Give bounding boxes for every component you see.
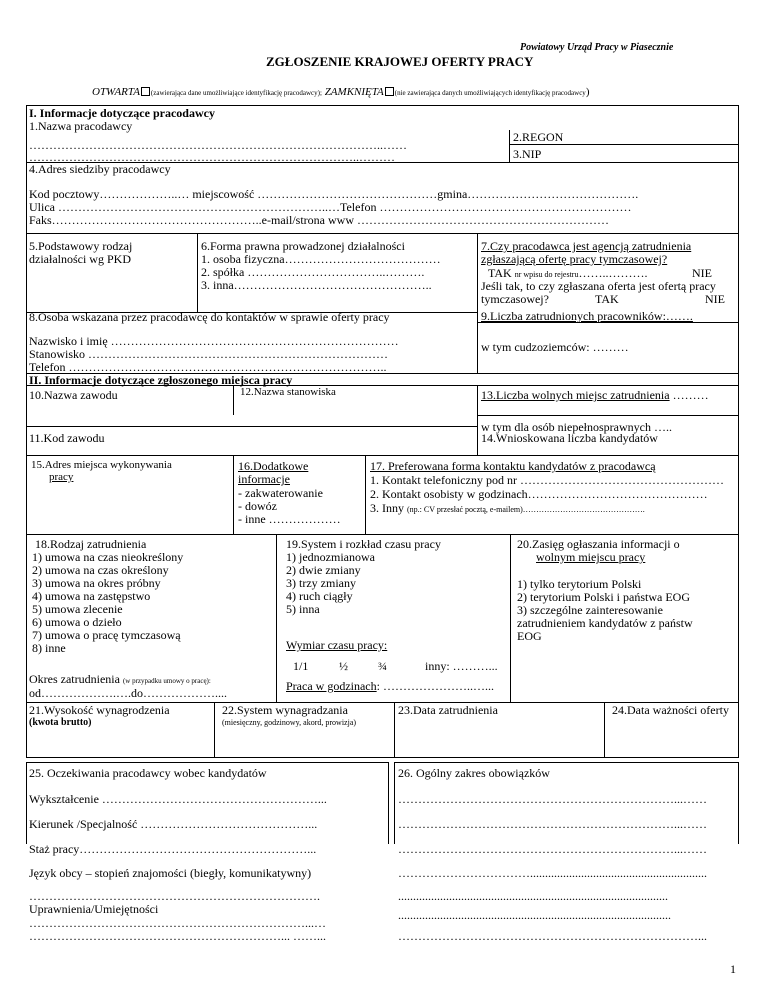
employment-type-label: 18.Rodzaj zatrudnienia	[35, 537, 147, 551]
employment-type-option[interactable]: 2) umowa na czas określony	[32, 563, 169, 577]
duties-line[interactable]: ……………………………………………………………...……	[398, 792, 707, 806]
work-schedule-option[interactable]: 1) jednozmianowa	[286, 550, 375, 564]
working-hours-dots[interactable]: : …………………..…...	[376, 679, 494, 693]
address-line-street[interactable]: Ulica …………………………………………………………..…Telefon ………………………………………………………	[29, 200, 632, 214]
employment-type-option[interactable]: 1) umowa na czas nieokreślony	[32, 550, 184, 564]
education-line[interactable]: Wykształcenie ………………………………………………...	[29, 792, 327, 806]
agency-yes[interactable]: TAK	[488, 266, 512, 280]
additional-info-item[interactable]: - zakwaterowanie	[238, 486, 323, 500]
work-schedule-option[interactable]: 4) ruch ciągły	[286, 589, 353, 603]
language-label: Język obcy – stopień znajomości (biegły, komunikatywny)	[29, 866, 312, 880]
open-label: OTWARTA	[92, 86, 140, 98]
vacancies-row[interactable]	[481, 388, 709, 402]
duties-line[interactable]: ...........................................................................................	[398, 908, 671, 922]
announcement-scope-option[interactable]: 1) tylko terytorium Polski	[517, 577, 642, 591]
working-time-other[interactable]: inny: ………...	[425, 659, 498, 673]
vacancies-label: 13.Liczba wolnych miejsc zatrudnienia	[481, 388, 670, 402]
office-name: Powiatowy Urząd Pracy w Piasecznie	[520, 42, 674, 53]
pay-system-note: (miesięczny, godzinowy, akord, prowizja)	[222, 718, 357, 727]
working-time-half[interactable]: ½	[339, 659, 348, 673]
contact-name-line[interactable]: Nazwisko i imię ………………………………………………………………	[29, 334, 399, 348]
occupation-name-label: 10.Nazwa zawodu	[29, 388, 118, 402]
salary-label: 21.Wysokość wynagrodzenia	[29, 703, 170, 717]
employment-type-option[interactable]: 3) umowa na okres próbny	[32, 576, 161, 590]
foreigners-count[interactable]: w tym cudzoziemców: ………	[481, 340, 629, 354]
employment-period-dates[interactable]: od……………….….do………………....	[29, 686, 227, 700]
hq-address-label: 4.Adres siedziby pracodawcy	[29, 162, 171, 176]
temp-offer-question-2: tymczasowej?	[481, 292, 549, 306]
agency-no[interactable]: NIE	[692, 266, 712, 280]
work-schedule-option[interactable]: 3) trzy zmiany	[286, 576, 356, 590]
nip-label: 3.NIP	[513, 147, 542, 161]
permissions-label: Uprawnienia/Umiejętności	[29, 902, 159, 916]
employment-period-row	[29, 672, 211, 686]
legal-form-option-1[interactable]: 1. osoba fizyczna…………………………………	[201, 252, 441, 266]
candidate-count-label: 14.Wnioskowana liczba kandydatów	[481, 431, 658, 445]
announcement-scope-label-2: wolnym miejscu pracy	[536, 550, 646, 564]
working-hours-row[interactable]	[286, 679, 494, 693]
section1-heading: I. Informacje dotyczące pracodawcy	[29, 106, 215, 120]
vacancies-dots[interactable]: ………	[669, 388, 709, 402]
work-address-label-1: 15.Adres miejsca wykonywania	[31, 459, 172, 471]
closed-paren: )	[585, 86, 590, 98]
offer-expiry-label: 24.Data ważności oferty	[612, 703, 729, 717]
announcement-scope-option-cont: EOG	[517, 629, 542, 643]
language-line[interactable]: ……………………………………………………………….	[29, 889, 320, 903]
working-time-label: Wymiar czasu pracy:	[286, 638, 388, 652]
contact-person-label: 8.Osoba wskazana przez pracodawcę do kontaktów w sprawie oferty pracy	[29, 310, 390, 324]
employer-name-label: 1.Nazwa pracodawcy	[29, 119, 133, 133]
contact-form-other-note[interactable]: (np.: CV przesłać pocztą, e-mailem)……………………………………….	[407, 505, 645, 514]
permissions-line[interactable]: ……………………………………………………………...…	[29, 916, 326, 930]
additional-info-label-2: informacje	[238, 472, 290, 486]
page-number: 1	[730, 962, 736, 976]
additional-info-label-1: 16.Dodatkowe	[238, 459, 309, 473]
employment-period-label: Okres zatrudnienia	[29, 672, 120, 686]
announcement-scope-option[interactable]: 2) terytorium Polski i państwa EOG	[517, 590, 690, 604]
experience-line[interactable]: Staż pracy…………………………………………………...	[29, 842, 317, 856]
closed-note: (nie zawierająca danych umożliwiających identyfikację pracodawcy	[394, 89, 586, 97]
employer-name-line2[interactable]: ………………………………………………………………………..………	[29, 150, 395, 164]
position-name-label: 12.Nazwa stanowiska	[240, 386, 336, 398]
employment-type-option[interactable]: 7) umowa o pracę tymczasową	[32, 628, 181, 642]
work-schedule-label: 19.System i rozkład czasu pracy	[286, 537, 441, 551]
contact-position-line[interactable]: Stanowisko …………………………………………………………………	[29, 347, 389, 361]
announcement-scope-option-cont: zatrudnieniem kandydatów z państw	[517, 616, 693, 630]
section2-heading: II. Informacje dotyczące zgłoszonego miejsca pracy	[29, 373, 293, 387]
legal-form-option-3[interactable]: 3. inna…………………………………………..	[201, 278, 432, 292]
employment-type-option[interactable]: 4) umowa na zastępstwo	[32, 589, 151, 603]
work-schedule-option[interactable]: 2) dwie zmiany	[286, 563, 361, 577]
contact-form-phone[interactable]: 1. Kontakt telefoniczny pod nr ……………………………………………	[370, 473, 724, 487]
closed-checkbox[interactable]	[385, 87, 394, 96]
legal-form-label: 6.Forma prawna prowadzonej działalności	[201, 239, 405, 253]
regon-label: 2.REGON	[513, 130, 564, 144]
contact-form-other[interactable]	[370, 501, 645, 515]
duties-label: 26. Ogólny zakres obowiązków	[398, 766, 550, 780]
employer-name-line1[interactable]: ……………………………………………………………………………..……	[29, 138, 407, 152]
working-time-full[interactable]: 1/1	[293, 659, 309, 673]
employment-type-option[interactable]: 5) umowa zlecenie	[32, 602, 123, 616]
employee-count-label[interactable]: 9.Liczba zatrudnionych pracowników:…….	[481, 309, 693, 323]
temp-offer-yes[interactable]: TAK	[595, 292, 619, 306]
registry-dots[interactable]: ……..……….	[578, 266, 648, 280]
address-line-postal[interactable]: Kod pocztowy………………..… miejscowość ………………………………………gmina…………………………………….	[29, 187, 639, 201]
vacancies-disabled[interactable]: w tym dla osób niepełnosprawnych …..	[481, 420, 672, 434]
duties-line[interactable]: …………………………………………………………………...	[398, 929, 707, 943]
pay-system-label: 22.System wynagradzania	[222, 703, 348, 717]
additional-info-item[interactable]: - inne ………………	[238, 512, 341, 526]
contact-phone-line[interactable]: Telefon ……………………………………………………………………..	[29, 360, 387, 374]
occupation-code-label: 11.Kod zawodu	[29, 431, 105, 445]
employment-period-note: (w przypadku umowy o pracę):	[122, 677, 211, 685]
legal-form-option-2[interactable]: 2. spółka ……………………………..……….	[201, 265, 425, 279]
contact-form-other-label: 3. Inny	[370, 501, 404, 515]
work-address-label-2: pracy	[49, 471, 74, 483]
specialty-line[interactable]: Kierunek /Specjalność ……………………………………...	[29, 817, 318, 831]
address-line-fax[interactable]: Faks……………………………………………..e-mail/strona www ………………………………………………………	[29, 213, 609, 227]
open-checkbox[interactable]	[141, 87, 150, 96]
duties-line[interactable]: ..........................................................................................	[398, 889, 668, 903]
agency-question-1: 7.Czy pracodawca jest agencją zatrudnienia	[481, 239, 692, 253]
employment-type-option[interactable]: 6) umowa o dzieło	[32, 615, 122, 629]
open-note: (zawierająca dane umożliwiające identyfikację pracodawcy);	[150, 89, 322, 97]
registry-note: nr wpisu do rejestru	[514, 270, 579, 279]
permissions-line[interactable]: ………………………………………………………... ……...	[29, 929, 326, 943]
closed-label: ZAMKNIĘTA	[324, 86, 384, 98]
working-hours-label: Praca w godzinach	[286, 679, 377, 693]
form-title: ZGŁOSZENIE KRAJOWEJ OFERTY PRACY	[266, 54, 534, 69]
temp-offer-question: Jeśli tak, to czy zgłaszana oferta jest ofertą pracy	[481, 279, 716, 293]
announcement-scope-label-1: 20.Zasięg ogłaszania informacji o	[517, 537, 680, 551]
duties-line[interactable]: ……………………………………………………………...……	[398, 817, 707, 831]
work-schedule-option[interactable]: 5) inna	[286, 602, 320, 616]
offer-type-row	[92, 86, 589, 99]
agency-question-2: zgłaszającą ofertę pracy tymczasowej?	[481, 252, 668, 266]
announcement-scope-option[interactable]: 3) szczególne zainteresowanie	[517, 603, 663, 617]
additional-info-item[interactable]: - dowóz	[238, 499, 277, 513]
salary-note: (kwota brutto)	[29, 717, 92, 728]
contact-form-personal[interactable]: 2. Kontakt osobisty w godzinach………………………………………	[370, 487, 708, 501]
duties-line[interactable]: ……………………………………………………………...……	[398, 842, 707, 856]
working-time-three-quarters[interactable]: ¾	[378, 659, 387, 673]
pkd-label-2: działalności wg PKD	[29, 252, 131, 266]
expectations-label: 25. Oczekiwania pracodawcy wobec kandydatów	[29, 766, 267, 780]
temp-offer-no[interactable]: NIE	[705, 292, 725, 306]
contact-form-label: 17. Preferowana forma kontaktu kandydatów z pracodawcą	[370, 459, 656, 473]
pkd-label-1: 5.Podstawowy rodzaj	[29, 239, 133, 253]
employment-type-option[interactable]: 8) inne	[32, 641, 66, 655]
duties-line[interactable]: ……………………………...........................................................	[398, 866, 707, 880]
start-date-label: 23.Data zatrudnienia	[398, 703, 498, 717]
